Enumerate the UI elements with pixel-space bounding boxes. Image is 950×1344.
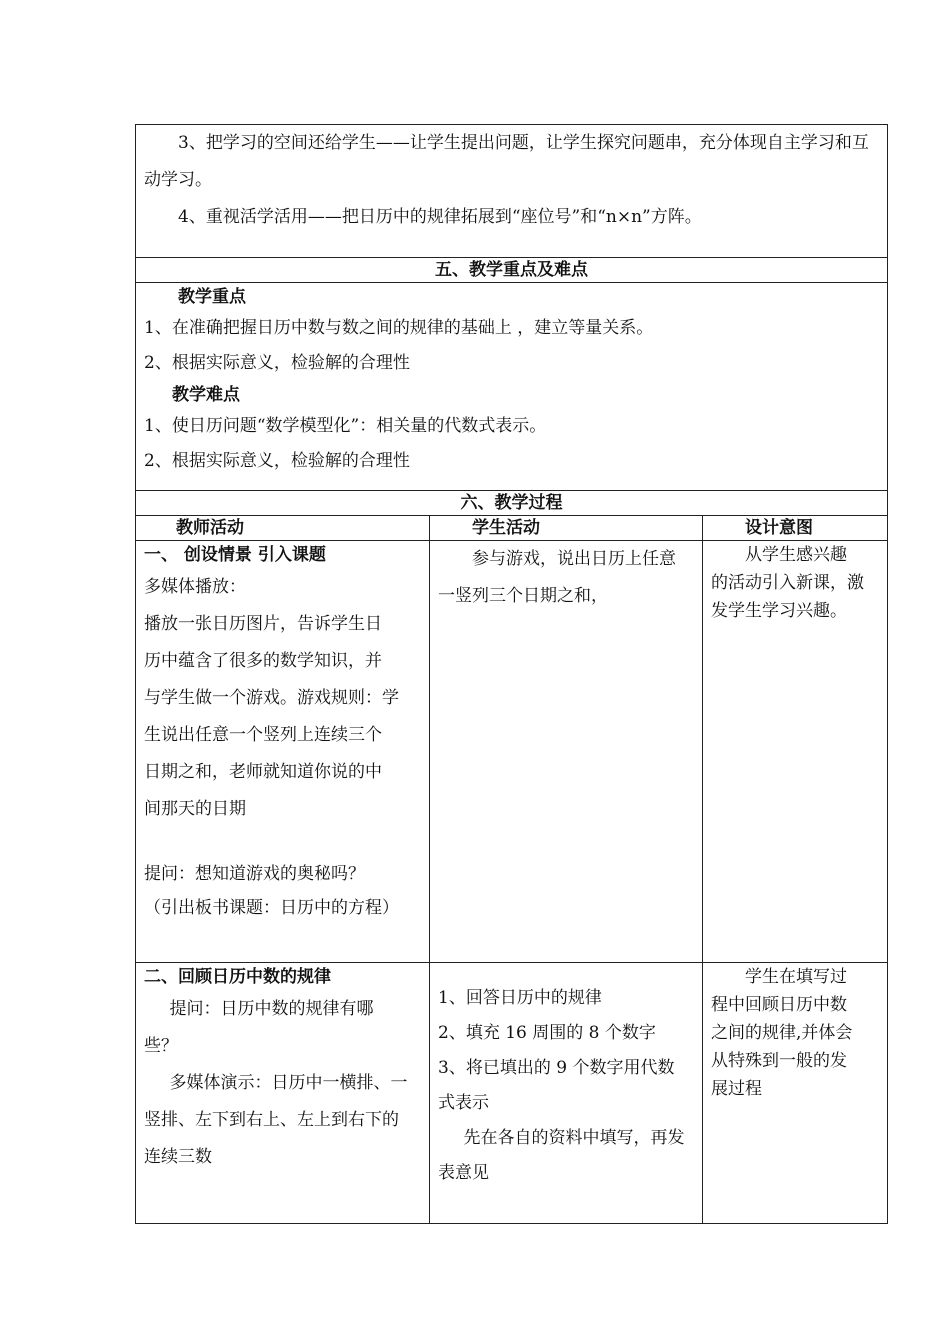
stage2-student-line: 1、回答日历中的规律 xyxy=(438,988,602,1008)
intro-point-4: 4、重视活学活用——把日历中的规律拓展到“座位号”和“n×n”方阵。 xyxy=(178,207,702,227)
stage2-design-line: 程中回顾日历中数 xyxy=(711,995,847,1015)
stage1-teacher-line: 与学生做一个游戏。游戏规则：学 xyxy=(144,688,399,708)
stage2-student-line: 式表示 xyxy=(438,1093,489,1113)
focus-item: 2、根据实际意义，检验解的合理性 xyxy=(144,353,410,373)
column-header-teacher: 教师活动 xyxy=(136,516,430,541)
stage2-row xyxy=(136,963,888,1224)
stage1-design-line: 的活动引入新课，激 xyxy=(711,573,864,593)
stage2-design-cell xyxy=(703,963,888,1224)
stage1-design-line: 发学生学习兴趣。 xyxy=(711,601,847,621)
section5-content-cell xyxy=(136,283,888,491)
stage2-design-line: 学生在填写过 xyxy=(745,967,847,987)
focus-label: 教学重点 xyxy=(178,287,246,307)
stage2-student-line: 3、将已填出的 9 个数字用代数 xyxy=(438,1058,675,1078)
stage2-teacher-line: 竖排、左下到右上、左上到右下的 xyxy=(144,1110,399,1130)
stage1-teacher-line: 提问：想知道游戏的奥秘吗？ xyxy=(144,864,365,884)
column-header-student: 学生活动 xyxy=(430,516,703,541)
stage1-design-line: 从学生感兴趣 xyxy=(745,545,847,565)
difficulty-item: 2、根据实际意义，检验解的合理性 xyxy=(144,451,410,471)
stage2-title: 二、回顾日历中数的规律 xyxy=(144,967,331,987)
column-header-row xyxy=(136,516,888,541)
stage2-teacher-line: 提问：日历中数的规律有哪 xyxy=(169,999,374,1019)
stage1-student-line: 一竖列三个日期之和， xyxy=(438,586,608,606)
intro-row xyxy=(136,125,888,258)
stage1-title: 一、 创设情景 引入课题 xyxy=(144,545,326,565)
stage1-teacher-line: 多媒体播放： xyxy=(144,577,246,597)
stage2-teacher-line: 些？ xyxy=(144,1036,178,1056)
section6-heading-row xyxy=(136,491,888,516)
section5-heading-row xyxy=(136,258,888,283)
intro-cell xyxy=(136,125,888,258)
stage2-teacher-line: 连续三数 xyxy=(144,1147,212,1167)
stage2-student-line: 先在各自的资料中填写，再发 xyxy=(463,1128,685,1148)
difficulty-label: 教学难点 xyxy=(172,385,240,405)
stage2-teacher-line: 多媒体演示：日历中一横排、一 xyxy=(169,1073,408,1093)
stage1-teacher-line: （引出板书课题：日历中的方程） xyxy=(144,898,399,918)
stage2-teacher-cell xyxy=(136,963,430,1224)
stage2-student-line: 2、填充 16 周围的 8 个数字 xyxy=(438,1023,656,1043)
stage2-student-line: 表意见 xyxy=(438,1163,489,1183)
stage2-design-line: 展过程 xyxy=(711,1079,762,1099)
stage2-student-cell xyxy=(430,963,703,1224)
stage1-teacher-line: 历中蕴含了很多的数学知识，并 xyxy=(144,651,382,671)
stage1-teacher-spacer xyxy=(144,828,421,856)
stage1-teacher-cell xyxy=(136,541,430,963)
intro-point-3: 3、把学习的空间还给学生——让学生提出问题，让学生探究问题串，充分体现自主学习和互动学习。 xyxy=(144,133,869,190)
stage1-row xyxy=(136,541,888,963)
lesson-plan-table xyxy=(135,124,888,1224)
section5-title: 五、教学重点及难点 xyxy=(136,258,888,283)
stage1-design-cell xyxy=(703,541,888,963)
column-header-design: 设计意图 xyxy=(703,516,888,541)
focus-item: 1、在准确把握日历中数与数之间的规律的基础上 ，建立等量关系。 xyxy=(144,318,654,338)
stage1-student-cell xyxy=(430,541,703,963)
difficulty-item: 1、使日历问题“数学模型化”：相关量的代数式表示。 xyxy=(144,416,547,436)
stage1-teacher-line: 播放一张日历图片，告诉学生日 xyxy=(144,614,382,634)
section5-content-row xyxy=(136,283,888,491)
stage1-teacher-line: 日期之和，老师就知道你说的中 xyxy=(144,762,382,782)
stage2-design-line: 从特殊到一般的发 xyxy=(711,1051,847,1071)
stage1-teacher-line: 间那天的日期 xyxy=(144,799,246,819)
stage1-teacher-line: 生说出任意一个竖列上连续三个 xyxy=(144,725,382,745)
section6-title: 六、教学过程 xyxy=(136,491,888,516)
stage1-student-line: 参与游戏，说出日历上任意 xyxy=(472,549,676,569)
stage2-design-line: 之间的规律,并体会 xyxy=(711,1023,853,1043)
